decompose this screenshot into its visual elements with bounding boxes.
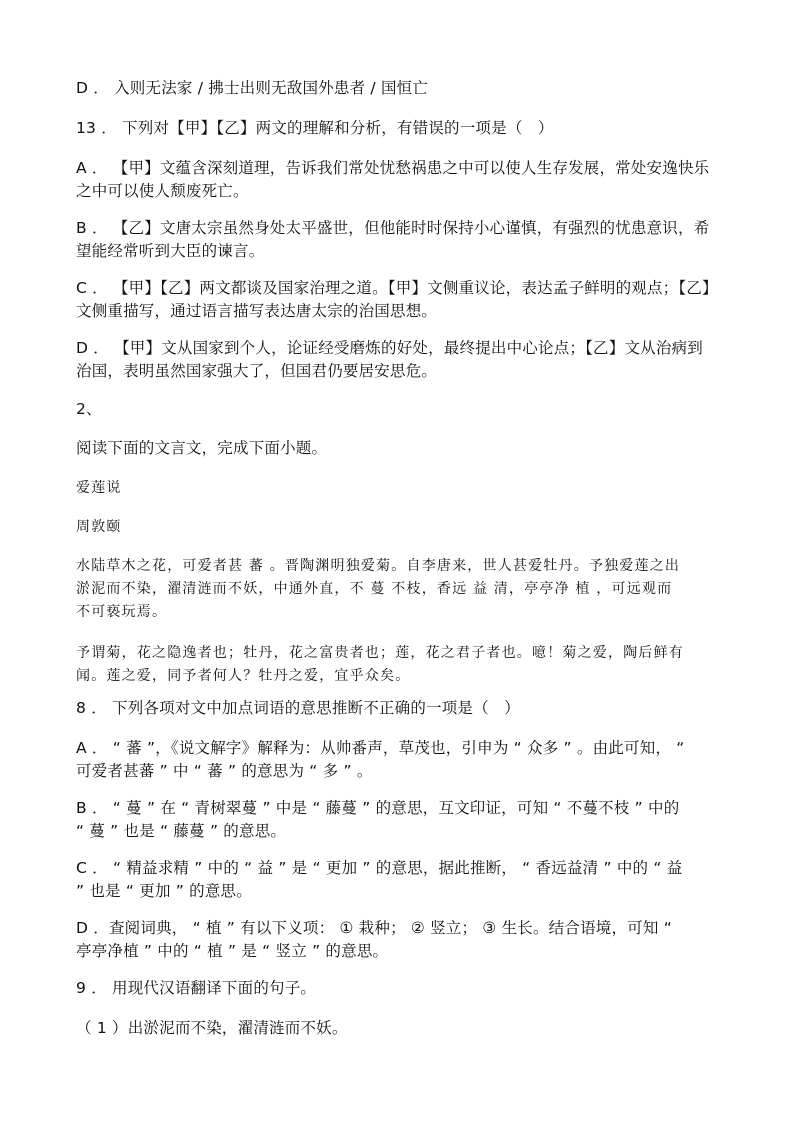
- passage-author: 周敦颐: [76, 519, 122, 535]
- passage-para2-line1: 予谓菊，花之隐逸者也；牡丹，花之富贵者也；莲，花之君子者也。噫！菊之爱，陶后鲜有: [76, 645, 684, 661]
- q13-option-a-line1: A ． 【甲】文蕴含深刻道理，告诉我们常处忧愁祸患之中可以使人生存发展，常处安逸快乐: [76, 159, 710, 177]
- passage-para1-line2: 淤泥而不染，濯清涟而不妖，中通外直，不 蔓 不枝，香远 益 清，亭亭净 植 ，可远观而: [76, 581, 673, 597]
- q9-sub1: （ 1 ）出淤泥而不染，濯清涟而不妖。: [76, 1019, 348, 1037]
- q13-option-c-line1: C ． 【甲】【乙】两文都谈及国家治理之道。【甲】文侧重议论，表达孟子鲜明的观点；【乙】: [76, 279, 718, 297]
- q13-stem: 13 ． 下列对【甲】【乙】两文的理解和分析，有错误的一项是（ ）: [76, 119, 554, 137]
- passage-para1-line1: 水陆草木之花，可爱者甚 蕃 。晋陶渊明独爱菊。自李唐来，世人甚爱牡丹。予独爱莲之出: [76, 558, 681, 574]
- q8-option-d-line2: 亭亭净植 ” 中的 “ 植 ” 是 “ 竖立 ” 的意思。: [76, 942, 389, 960]
- q13-option-b-line2: 望能经常听到大臣的谏言。: [76, 242, 265, 260]
- passage-para2-line2: 闻。莲之爱，同予者何人？牡丹之爱，宜乎众矣。: [76, 668, 411, 684]
- passage-para1-line3: 不可亵玩焉。: [76, 604, 168, 620]
- q8-option-d-line1: D ．查阅词典， “ 植 ” 有以下义项： ① 栽种； ② 竖立； ③ 生长。结合语境，可知 “: [76, 919, 672, 937]
- q8-option-a-line1: A ． “ 蕃 ”，《说文解字》解释为：从帅番声，草茂也，引申为 “ 众多 ” 。由此可知， “: [76, 739, 685, 757]
- q8-option-c-line1: C ． “ 精益求精 ” 中的 “ 益 ” 是 “ 更加 ” 的意思，据此推断， “ 香远益清 ” 中的 “ 益: [76, 859, 683, 877]
- q13-option-b-line1: B ． 【乙】文唐太宗虽然身处太平盛世，但他能时时保持小心谨慎，有强烈的忧患意识，希: [76, 219, 710, 237]
- q8-option-b-line2: “ 蔓 ” 也是 “ 藤蔓 ” 的意思。: [76, 822, 287, 840]
- q13-option-c-line2: 文侧重描写，通过语言描写表达唐太宗的治国思想。: [76, 302, 438, 320]
- q8-option-c-line2: ” 也是 “ 更加 ” 的意思。: [76, 882, 252, 900]
- q8-stem: 8 ． 下列各项对文中加点词语的意思推断不正确的一项是（ ）: [76, 699, 520, 717]
- passage-title: 爱莲说: [76, 480, 122, 496]
- q13-option-a-line2: 之中可以使人颓废死亡。: [76, 182, 249, 200]
- q12-option-d: D ． 入则无法家 / 拂士出则无敌国外患者 / 国恒亡: [76, 79, 429, 97]
- q9-stem: 9 ． 用现代汉语翻译下面的句子。: [76, 979, 317, 997]
- q8-option-b-line1: B ． “ 蔓 ” 在 “ 青树翠蔓 ” 中是 “ 藤蔓 ” 的意思，互文印证，可知 “ 不蔓不枝 ” 中的: [76, 799, 680, 817]
- q8-option-a-line2: 可爱者甚蕃 ” 中 “ 蕃 ” 的意思为 “ 多 ” 。: [76, 762, 373, 780]
- q13-option-d-line1: D ． 【甲】文从国家到个人，论证经受磨炼的好处，最终提出中心论点；【乙】文从治病到: [76, 339, 703, 357]
- reading-instruction: 阅读下面的文言文，完成下面小题。: [76, 439, 328, 457]
- section-number: 2、: [76, 400, 102, 418]
- q13-option-d-line2: 治国，表明虽然国家强大了，但国君仍要居安思危。: [76, 362, 438, 380]
